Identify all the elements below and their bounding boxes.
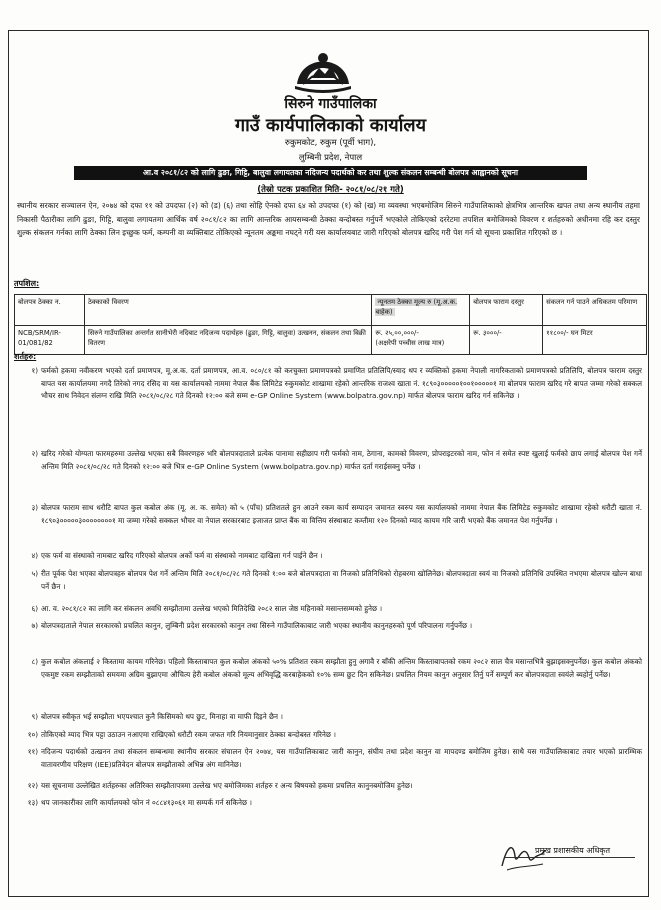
condition-item: २) खरिद गरेको योग्यता फारमहरुमा उल्लेख भएका सबै विवरणहरु भरि बोलपत्रदाताले प्रत्येक पानामा सहीछाप गरी फर्मको नाम, ठेगाना, कामको विवरण, प्रोपराइटरको नाम, फोन नं समेत स्पष्ट खुलाई फर्मको छाप लगाई बोलपत्र पेश गर्ने अन्तिम मिति २०८१/०८/२८ गते दिनको १२:०० बजे भित्र e-GP Online System (www.bolpatra.gov.np) मार्फत दर्ता गराईसक्नु पर्नेछ । [31, 449, 642, 471]
publish-date: (तेस्रो पटक प्रकाशित मिति- २०८१/०८/२१ गते) [257, 185, 404, 195]
condition-item: १) फर्मको हकमा नवीकरण भएको दर्ता प्रमाणपत्र, मू.अ.क. दर्ता प्रमाणपत्र, आ.व. ०८०/८१ को करचुक्ता प्रमाणपत्रको प्रमाणित प्रतिलिपि/स्याद थप र व्यक्तिको हकमा नेपाली नागरिकताको प्रमाणपत्रको प्रतिलिपि, बोलपत्र फाराम दस्तुर बापत यस कार्यालयमा नगदै तिरेको नगद रसिद वा यस कार्यालयको नाममा नेपाल बैंक लिमिटेड रुकुमकोट शाखामा रहेको आन्तरिक राजश्व खाता नं. १८९०३०००००१००१०००००१ मा बोलपत्र फाराम खरिद गरे बापत जम्मा गरेको सक्कल भौचर साथ निवेदन संलग्न राखि मिति २०८१/०८/२८ गते दिनको १२:०० बजे सम्म e-GP Online System (www.bolpatra.gov.np) मार्फत बोलपत्र फाराम खरिद गर्न सकिनेछ । [31, 366, 642, 401]
column-header: बोलपत्र ठेक्का न. [15, 295, 85, 326]
signature-line [505, 857, 635, 858]
condition-item: ९) बोलपत्र स्वीकृत भई सम्झौता भएपश्चात कुनै किसिमको थप छुट, मिनाहा वा माफी दिइने छैन । [31, 712, 284, 721]
notice-title-banner: आ.व २०८१/८२ को लागि ढुङा, गिट्टि, बालुवा लगायतका नदिजन्य पदार्थको कर तथा शुल्क संकलन सम्बन्धी बोलपत्र आह्वानको सूचना [74, 166, 587, 180]
column-header: संकलन गर्न पाउने अधिकतम परिमाण [543, 295, 647, 326]
minimum-price: रू. २५,००,०००/- (अक्षरेपी पच्चीस लाख मात्र) [372, 326, 470, 355]
conditions-heading: शर्तहरु: [14, 352, 37, 361]
condition-item: १२) यस सूचनामा उल्लेखित शर्तहरुका अतिरिक्त सम्झौतापत्रमा उल्लेख भए बमोजिमका शर्तहरु र अन्य बिषयको हकमा प्रचलित कानुनबमोजिम हुनेछ। [27, 781, 413, 790]
table-header-row [15, 295, 647, 326]
contract-description: सिरुने गाउँपालिका अन्तर्गत सानीभेरी नदिबाट नदिजन्य पदार्थहरु (ढुङा, गिट्टि, बालुवा) उत्खनन, संकलन तथा बिक्री वितरण [84, 326, 371, 355]
column-header: बोलपत्र फाराम दस्तुर [470, 295, 543, 326]
condition-item: ३) बोलपत्र फाराम साथ धरौटि बापत कुल कबोल अंक (मू. अ. क. समेत) को ५ (पाँच) प्रतिशतले हुन आउने रकम कार्य सम्पादन जमानत स्वरुप यस कार्यालयको नाममा नेपाल बैंक लिमिटेड रुकुमकोट शाखामा रहेको धरौटी खाता नं. १८९०३०००००३००००००००१ मा जम्मा गरेको सक्कल भौचर वा नेपाल सरकारबाट इजाजत प्राप्त बैंक वा वित्तिय संस्थाबाट कम्तीमा १२० दिनको म्याद कायम गरि जारी भएको बैंक जमानत पेश गर्नुपर्नेछ । [31, 503, 642, 525]
condition-item: १३) थप जानकारीका लागि कार्यालयको फोन नं ०८८४१३०६१ मा सम्पर्क गर्न सकिनेछ । [27, 798, 252, 807]
column-header: न्यूनतम ठेक्का मूल्य रु (मू.अ.क. बाहेक) [372, 295, 470, 326]
tapsil-heading: तपशिल: [14, 279, 40, 288]
condition-item: ४) एक फर्म वा संस्थाको नामबाट खरिद गरिएको बोलपत्र अर्को फर्म वा संस्थाको नामबाट दाखिला गर्न पाईने छैन । [31, 551, 323, 560]
nepal-emblem-icon [291, 40, 355, 94]
signatory-title: प्रमुख प्रशासकीय अधिकृत [535, 846, 611, 855]
condition-item: १०) तोकिएको म्याद भित्र पट्टा उठाउन नआएमा राखिएको धरौटी रकम जफत गरि नियमानुसार ठेक्का बन्दोबस्त गरिनेछ । [27, 730, 336, 739]
contract-number: NCB/SRM/IR-01/081/82 [15, 326, 85, 355]
condition-item: ५) रीत पूर्वक पेश भएका बोलपत्रहरु बोलपत्र पेश गर्ने अन्तिम मिति २०८१/०८/२८ गते दिनको १:०० बजे बोलपत्रदाता वा निजको प्रतिनिधिको रोहबरमा खोलिनेछ। बोलपत्रदाता स्वयं वा निजको प्रतिनिधि उपस्थित नभएमा बोलपत्र खोल्न बाधा पर्ने छैन । [31, 569, 642, 591]
maximum-quantity: ११८००/- घन मिटर [543, 326, 647, 355]
table-row [15, 326, 647, 355]
condition-item: ८) कुल कबोल अंकलाई २ किस्तामा कायम गरिनेछ। पहिलो किस्ताबापत कुल कबोल अंकको ५०% प्रतिशत रकम सम्झौता हुनु अगावै र बाँकी अन्तिम किस्ताबापतको रकम २०८२ साल चैत्र मसान्तभित्रै बुझाइसक्नुपर्नेछ। कुल कबोल अंकको एकमुष्ट रकम सम्झौताको समयमा अग्रिम बुझाएमा औचित्य हेरी कबोल अंकको मूल्य अभिवृद्धि करबाहेकको १०% सम्म छुट दिन सकिनेछ। प्रचलित नियम कानुन अनुसार तिर्नु पर्ने सम्पूर्ण कर बोलपत्रदाता स्वयंले ब्यहोर्नु पर्नेछ। [31, 657, 642, 679]
municipality-name: सिरुने गाउँपालिका [284, 96, 377, 112]
condition-item: ७) बोलपत्रदाताले नेपाल सरकारको प्रचलित कानुन, लुम्बिनी प्रदेश सरकारको कानुन तथा सिरुने गाउँपालिकाबाट जारी भएका स्थानीय कानुनहरुको पूर्ण परिपालना गर्नुपर्नेछ । [31, 621, 473, 630]
contract-table [14, 294, 647, 355]
form-fee: रू. ३०००/- [470, 326, 543, 355]
handwritten-signature [499, 836, 547, 876]
condition-item: ११) नदिजन्य पदार्थको उत्खनन तथा संकलन सम्बन्धमा स्थानीय सरकार संचालन ऐन २०७४, यस गाउँपालिकाबाट जारी कानुन, संघीय तथा प्रदेश कानुन वा मापदण्ड बमोजिम हुनेछ। साथै यस गाउँपालिकाबाट तयार भएको प्रारम्भिक वातावरणीय परिक्षण (IEE)प्रतिवेदन बोलपत्र सम्झौताको अभिन्न अंग मानिनेछ। [27, 747, 642, 769]
condition-item: ६) आ. व. २०८१/८२ का लागि कर संकलन अवधि सम्झौतामा उल्लेख भएको मितिदेखि २०८२ साल जेष्ठ महिनाको मसान्तसम्मको हुनेछ । [31, 604, 383, 613]
address-line-2: लुम्बिनी प्रदेश, नेपाल [298, 153, 363, 163]
column-header: ठेक्काको विवरण [84, 295, 371, 326]
address-line-1: रुकुमकोट, रुकुम (पूर्वी भाग), [284, 138, 377, 148]
intro-paragraph: स्थानीय सरकार सञ्चालन ऐन, २०७४ को दफा ११ को उपदफा (२) को (ड) (६) तथा सोहि ऐनको दफा ६४ को उपदफा (१) को (ख) मा व्यवस्था भएबमोजिम सिरुने गाउँपालिकाको क्षेत्रभित्र आन्तरिक खपत तथा अन्य स्थानीय तहमा निकासी पैठारीका लागि ढुङा, गिट्टि, बालुवा लगायतमा आर्थिक वर्ष २०८१/८२ का लागि आन्तरिक आयसम्बन्धी ठेक्का बन्दोबस्त गर्नुपर्ने भएकोले तोकिएको दररेटमा तपशिल बमोजिमको विवरण र शर्तहरुको अधीनमा रहि कर दस्तुर शुल्क संकलन गर्नका लागि ठेक्का लिन इच्छुक फर्म, कम्पनी वा व्यक्तिबाट तोकिएको न्यूनतम अङ्कमा नघट्ने गरी यस कार्यालयबाट जारी गरिएको बोलपत्र खरिद गरी पेश गर्न यो सूचना प्रकाशित गरिएको छ । [17, 201, 640, 237]
office-name: गाउँ कार्यपालिकाको कार्यालय [234, 115, 427, 136]
